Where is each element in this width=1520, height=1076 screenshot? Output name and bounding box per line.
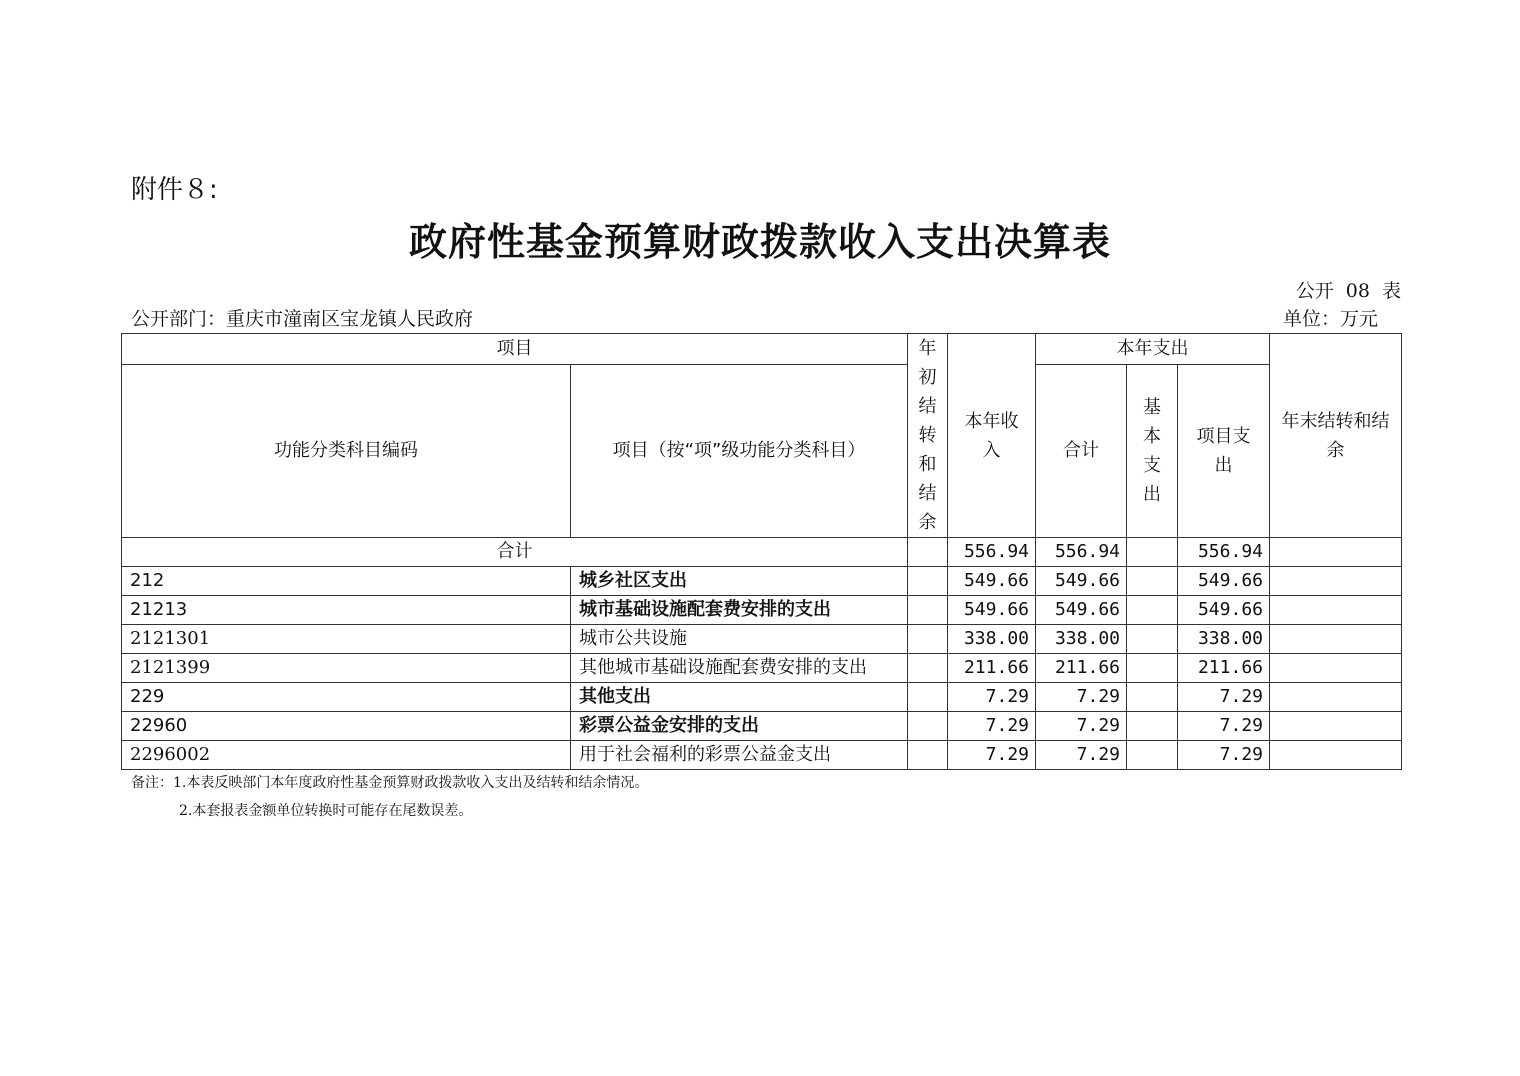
budget-table: [121, 333, 1402, 770]
row-end: [1270, 712, 1402, 741]
row-begin: [908, 683, 948, 712]
total-end: [1270, 538, 1402, 567]
total-income: 556.94: [948, 538, 1036, 567]
row-expense-project: 7.29: [1178, 712, 1270, 741]
header-func-code: 功能分类科目编码: [122, 364, 571, 537]
row-code: 2121399: [122, 654, 571, 683]
header-row-2: [122, 364, 1402, 537]
row-end: [1270, 625, 1402, 654]
note-2: 2.本套报表金额单位转换时可能存在尾数误差。: [179, 803, 473, 819]
total-expense: 556.94: [1036, 538, 1127, 567]
header-expense-group: 本年支出: [1036, 334, 1270, 365]
row-income: 549.66: [948, 567, 1036, 596]
row-expense-total: 549.66: [1036, 596, 1127, 625]
row-expense-total: 7.29: [1036, 683, 1127, 712]
row-name: 城市公共设施: [571, 625, 908, 654]
row-expense-total: 211.66: [1036, 654, 1127, 683]
header-row-1: [122, 334, 1402, 365]
department-label: 公开部门：重庆市潼南区宝龙镇人民政府: [131, 308, 474, 330]
row-expense-project: 7.29: [1178, 741, 1270, 770]
row-code: 229: [122, 683, 571, 712]
row-end: [1270, 654, 1402, 683]
row-expense-project: 549.66: [1178, 567, 1270, 596]
total-begin: [908, 538, 948, 567]
header-project: 项目: [122, 334, 908, 365]
table-row: [122, 741, 1402, 770]
row-begin: [908, 625, 948, 654]
row-name: 城市基础设施配套费安排的支出: [571, 596, 908, 625]
table-row: [122, 567, 1402, 596]
note-1: 备注：1.本表反映部门本年度政府性基金预算财政拨款收入支出及结转和结余情况。: [131, 775, 649, 791]
row-income: 211.66: [948, 654, 1036, 683]
row-expense-basic: [1127, 596, 1178, 625]
row-end: [1270, 567, 1402, 596]
row-expense-basic: [1127, 741, 1178, 770]
row-expense-project: 211.66: [1178, 654, 1270, 683]
row-expense-total: 338.00: [1036, 625, 1127, 654]
page-title: 政府性基金预算财政拨款收入支出决算表: [408, 220, 1111, 264]
row-expense-project: 338.00: [1178, 625, 1270, 654]
total-project: 556.94: [1178, 538, 1270, 567]
total-basic: [1127, 538, 1178, 567]
notes: [131, 769, 648, 825]
table-row: [122, 596, 1402, 625]
header-expense-total: 合计: [1036, 364, 1127, 537]
row-code: 2296002: [122, 741, 571, 770]
row-code: 212: [122, 567, 571, 596]
table-row: [122, 654, 1402, 683]
row-name: 其他支出: [571, 683, 908, 712]
row-begin: [908, 741, 948, 770]
row-income: 549.66: [948, 596, 1036, 625]
row-expense-basic: [1127, 567, 1178, 596]
row-income: 7.29: [948, 712, 1036, 741]
row-expense-total: 7.29: [1036, 712, 1127, 741]
total-label: 合计: [122, 538, 908, 567]
row-expense-basic: [1127, 625, 1178, 654]
header-income: 本年收入: [948, 334, 1036, 538]
row-end: [1270, 683, 1402, 712]
row-end: [1270, 741, 1402, 770]
row-expense-total: 549.66: [1036, 567, 1127, 596]
row-begin: [908, 654, 948, 683]
header-project-item: 项目（按“项”级功能分类科目）: [571, 364, 908, 537]
row-expense-basic: [1127, 683, 1178, 712]
row-income: 7.29: [948, 741, 1036, 770]
total-row: [122, 538, 1402, 567]
row-code: 21213: [122, 596, 571, 625]
table-row: [122, 625, 1402, 654]
row-expense-basic: [1127, 712, 1178, 741]
header-end-balance: 年末结转和结余: [1270, 334, 1402, 538]
header-begin-balance: 年初结转和结余: [908, 334, 948, 538]
row-begin: [908, 712, 948, 741]
row-code: 22960: [122, 712, 571, 741]
header-expense-project: 项目支出: [1178, 364, 1270, 537]
unit-label: 单位：万元: [1283, 308, 1379, 330]
row-begin: [908, 567, 948, 596]
row-name: 用于社会福利的彩票公益金支出: [571, 741, 908, 770]
row-name: 城乡社区支出: [571, 567, 908, 596]
row-income: 7.29: [948, 683, 1036, 712]
row-code: 2121301: [122, 625, 571, 654]
row-expense-project: 7.29: [1178, 683, 1270, 712]
row-name: 彩票公益金安排的支出: [571, 712, 908, 741]
table-row: [122, 683, 1402, 712]
header-expense-basic: 基本支出: [1127, 364, 1178, 537]
row-income: 338.00: [948, 625, 1036, 654]
row-begin: [908, 596, 948, 625]
table-number: 公开 08 表: [1295, 280, 1401, 302]
row-end: [1270, 596, 1402, 625]
row-name: 其他城市基础设施配套费安排的支出: [571, 654, 908, 683]
row-expense-project: 549.66: [1178, 596, 1270, 625]
row-expense-basic: [1127, 654, 1178, 683]
row-expense-total: 7.29: [1036, 741, 1127, 770]
attachment-label: 附件８:: [131, 175, 218, 205]
table-row: [122, 712, 1402, 741]
